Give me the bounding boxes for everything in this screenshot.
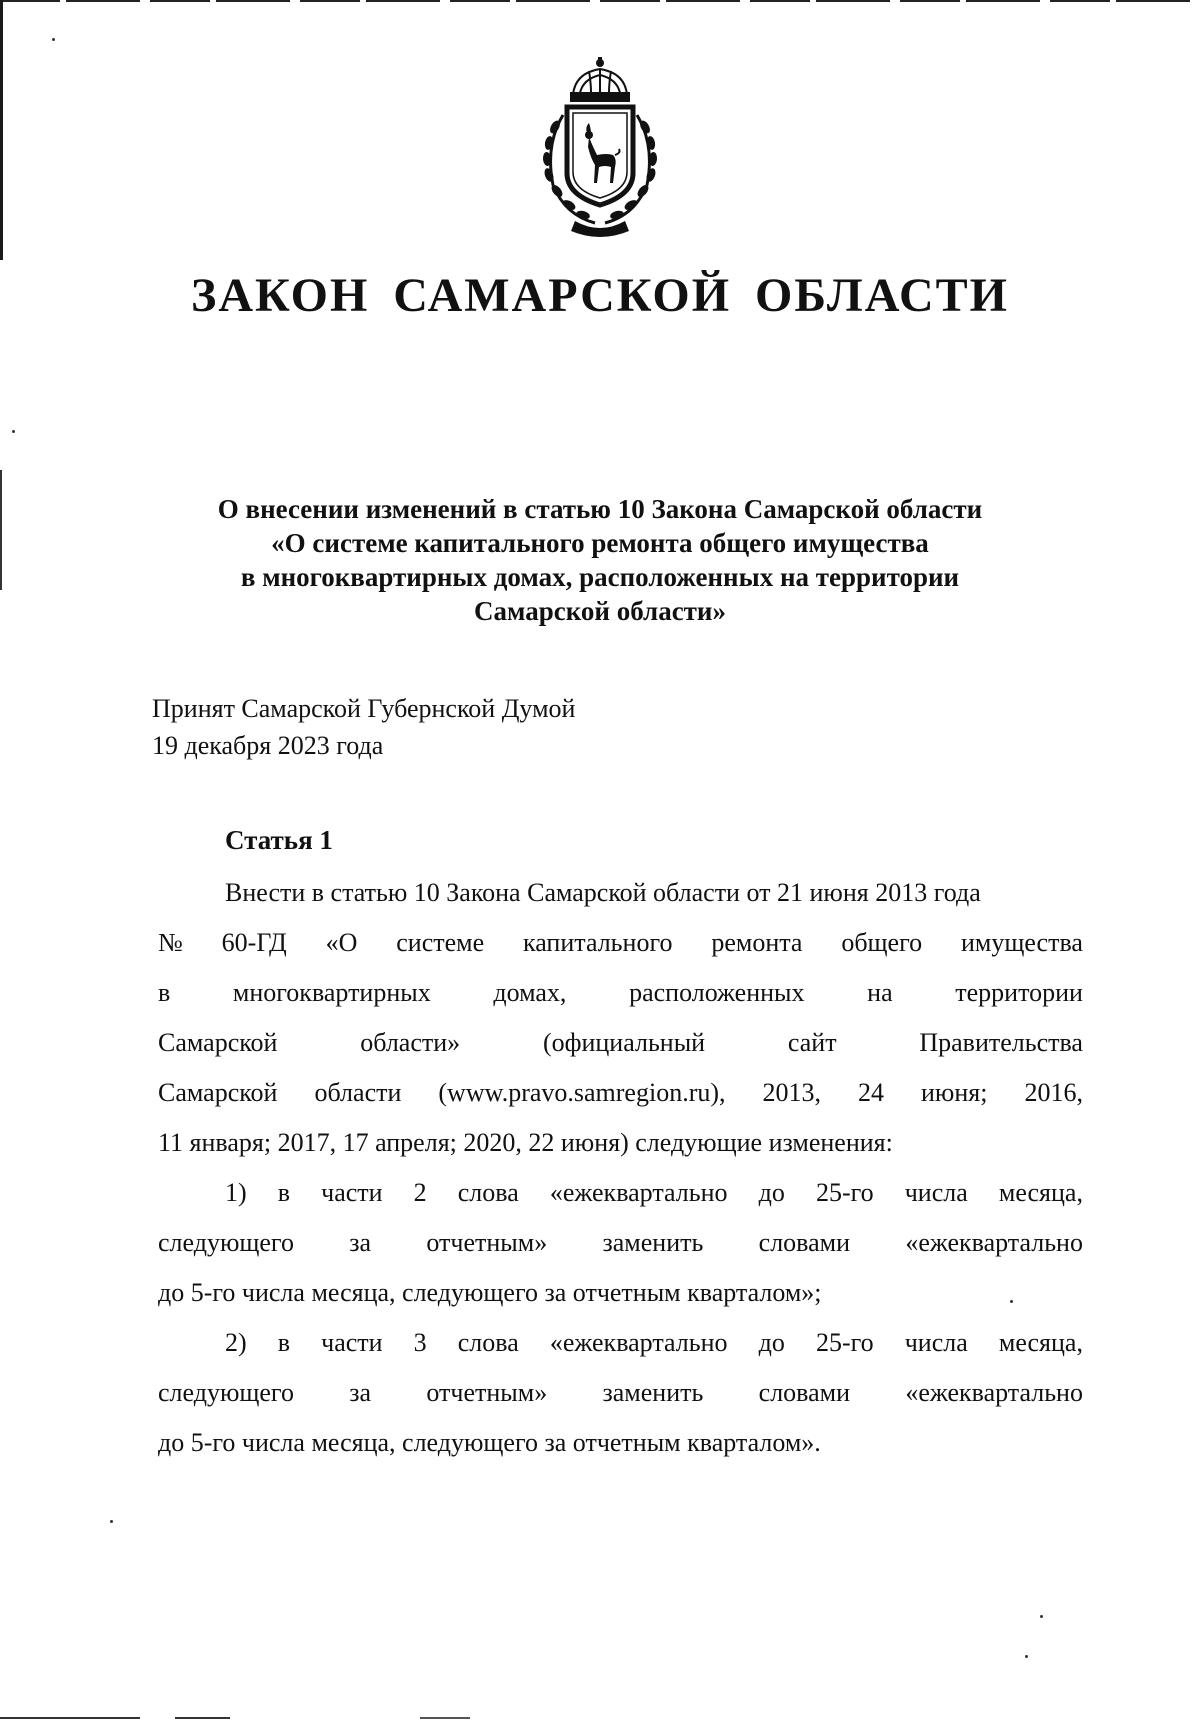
paragraph-line	[158, 1018, 1083, 1068]
samara-coat-of-arms-icon	[525, 55, 675, 240]
word: общего	[841, 928, 923, 957]
word: 3	[413, 1328, 427, 1357]
word: 2013,	[762, 1078, 822, 1107]
word: системе	[396, 928, 485, 957]
word: 11 января; 2017, 17 апреля; 2020, 22 июня) следующие изменения:	[158, 1128, 893, 1157]
word: в	[158, 978, 171, 1007]
word: «ежеквартально	[905, 1228, 1083, 1257]
word: 25-го	[815, 1328, 874, 1357]
scan-speck	[1040, 1615, 1043, 1618]
word: домах,	[493, 978, 567, 1007]
word: 2)	[225, 1328, 247, 1357]
word: части	[321, 1328, 383, 1357]
word: следующего	[158, 1228, 294, 1257]
article-heading: Статья 1	[225, 825, 333, 855]
word: территории	[955, 978, 1083, 1007]
word: (www.pravo.samregion.ru),	[438, 1078, 726, 1107]
word: июня;	[921, 1078, 988, 1107]
word: «ежеквартально	[549, 1178, 728, 1207]
paragraph-line	[158, 1318, 1083, 1368]
word: слова	[457, 1328, 519, 1357]
word: словами	[758, 1378, 851, 1407]
paragraph-line	[158, 918, 1083, 968]
scan-edge-top	[0, 0, 1200, 2]
word: Внести в статью 10 Закона Самарской области от 21 июня 2013 года	[225, 878, 981, 907]
word: 2	[413, 1178, 427, 1207]
word: отчетным»	[426, 1378, 548, 1407]
word: имущества	[960, 928, 1083, 957]
word: до	[758, 1178, 785, 1207]
subtitle-line: Самарской области»	[474, 596, 726, 626]
adopted-by: Принят Самарской Губернской Думой	[152, 694, 576, 723]
word: «ежеквартально	[905, 1378, 1083, 1407]
paragraph-line	[158, 1268, 1083, 1318]
word: месяца,	[998, 1328, 1083, 1357]
law-subtitle	[150, 492, 1050, 628]
word: в	[277, 1328, 291, 1357]
word: отчетным»	[426, 1228, 548, 1257]
word: 25-го	[815, 1178, 874, 1207]
paragraph-line	[158, 1418, 1083, 1468]
word: за	[349, 1378, 372, 1407]
word: Самарской	[158, 1078, 278, 1107]
paragraph-line	[158, 968, 1083, 1018]
word: части	[321, 1178, 383, 1207]
word: на	[867, 978, 893, 1007]
paragraph-line	[158, 1218, 1083, 1268]
word: за	[349, 1228, 372, 1257]
word: 24	[858, 1078, 885, 1107]
word: ремонта	[711, 928, 803, 957]
word: Самарской	[158, 1028, 278, 1057]
word: 2016,	[1024, 1078, 1083, 1107]
word: месяца,	[998, 1178, 1083, 1207]
subtitle-line: в многоквартирных домах, расположенных на территории	[240, 562, 960, 592]
paragraph-line	[158, 868, 1083, 918]
word: словами	[758, 1228, 851, 1257]
scan-speck	[110, 1520, 113, 1523]
scan-edge-left	[0, 0, 3, 260]
word: Правительства	[919, 1028, 1083, 1057]
word: многоквартирных	[232, 978, 431, 1007]
paragraph-line	[158, 1168, 1083, 1218]
scan-edge-bottom	[0, 1717, 1200, 1719]
word: №	[158, 928, 183, 957]
word: 60-ГД	[221, 928, 287, 957]
word: области	[314, 1078, 402, 1107]
word: заменить	[602, 1378, 704, 1407]
word: «ежеквартально	[549, 1328, 728, 1357]
scan-edge-left-lower	[0, 470, 2, 590]
word: следующего	[158, 1378, 294, 1407]
paragraph-line	[158, 1118, 1083, 1168]
word: капитального	[523, 928, 673, 957]
scan-speck	[52, 38, 55, 41]
scan-speck	[1025, 1655, 1028, 1658]
subtitle-line: «О системе капитального ремонта общего имущества	[271, 528, 929, 558]
word: слова	[457, 1178, 519, 1207]
paragraph-line	[158, 1368, 1083, 1418]
word: «О	[325, 928, 358, 957]
paragraph-line	[158, 1068, 1083, 1118]
word: числа	[904, 1178, 968, 1207]
word: расположенных	[629, 978, 805, 1007]
adoption-date: 19 декабря 2023 года	[152, 731, 384, 760]
word: до 5-го числа месяца, следующего за отчетным кварталом»;	[158, 1278, 822, 1307]
article-body	[158, 868, 1083, 1468]
subtitle-line: О внесении изменений в статью 10 Закона Самарской области	[217, 494, 983, 524]
word: до 5-го числа месяца, следующего за отчетным кварталом».	[158, 1428, 821, 1457]
word: 1)	[225, 1178, 247, 1207]
word: заменить	[602, 1228, 704, 1257]
document-title: ЗАКОН САМАРСКОЙ ОБЛАСТИ	[191, 269, 1009, 322]
word: числа	[904, 1328, 968, 1357]
word: (официальный	[542, 1028, 706, 1057]
word: области»	[360, 1028, 461, 1057]
adoption-info	[152, 690, 575, 764]
word: в	[277, 1178, 291, 1207]
scan-speck	[12, 430, 15, 433]
word: до	[758, 1328, 785, 1357]
word: сайт	[787, 1028, 837, 1057]
